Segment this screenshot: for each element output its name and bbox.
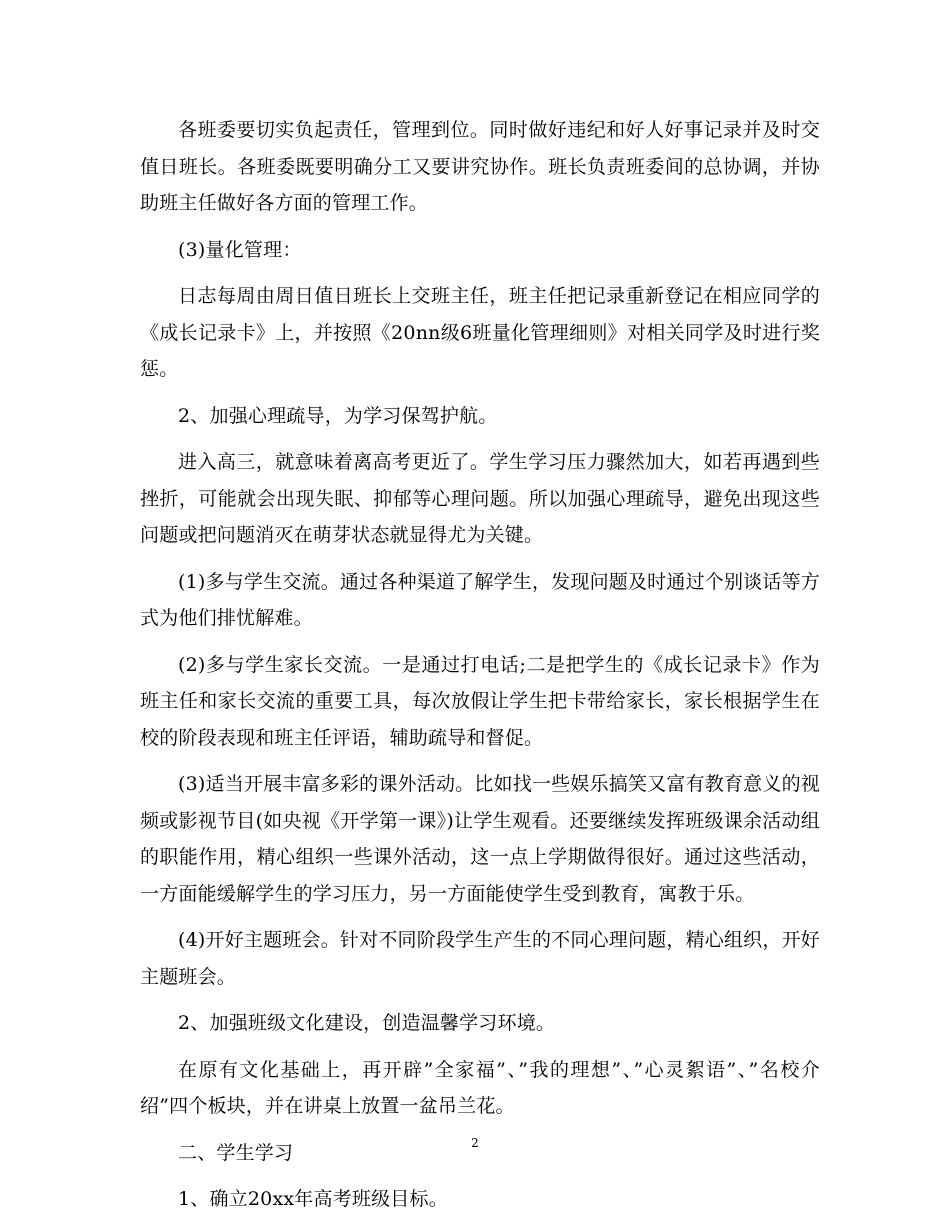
- section-heading: 1、确立20xx年高考班级目标。: [178, 1188, 448, 1210]
- document-body: [140, 112, 820, 1228]
- section-heading: 2、加强心理疏导，为学习保驾护航。: [178, 404, 498, 427]
- paragraph: 日志每周由周日值日班长上交班主任，班主任把记录重新登记在相应同学的《成长记录卡》上，并按照《20nn级6班量化管理细则》对相关同学及时进行奖惩。: [140, 285, 820, 380]
- paragraph: 进入高三，就意味着离高考更近了。学生学习压力骤然加大，如若再遇到些挫折，可能就会出现失眠、抑郁等心理问题。所以加强心理疏导，避免出现这些问题或把问题消灭在萌芽状态就显得尤为关键。: [140, 451, 820, 546]
- paragraph: (2)多与学生家长交流。一是通过打电话;二是把学生的《成长记录卡》作为班主任和家长交流的重要工具，每次放假让学生把卡带给家长，家长根据学生在校的阶段表现和班主任评语，辅助疏导和督促。: [140, 653, 820, 749]
- paragraph: 各班委要切实负起责任，管理到位。同时做好违纪和好人好事记录并及时交值日班长。各班委既要明确分工又要讲究协作。班长负责班委间的总协调，并协助班主任做好各方面的管理工作。: [140, 119, 820, 214]
- paragraph: 在原有文化基础上，再开辟”全家福”、”我的理想”、”心灵絮语”、”名校介绍”四个板块，并在讲桌上放置一盆吊兰花。: [140, 1058, 820, 1117]
- section-heading: 2、加强班级文化建设，创造温馨学习环境。: [178, 1012, 556, 1034]
- section-heading: 二、学生学习: [178, 1141, 294, 1164]
- page-number: 2: [471, 1136, 479, 1150]
- paragraph: (1)多与学生交流。通过各种渠道了解学生，发现问题及时通过个别谈话等方式为他们排忧解难。: [140, 570, 820, 629]
- paragraph: (4)开好主题班会。针对不同阶段学生产生的不同心理问题，精心组织，开好主题班会。: [140, 929, 820, 988]
- paragraph: (3)适当开展丰富多彩的课外活动。比如找一些娱乐搞笑又富有教育意义的视频或影视节目(如央视《开学第一课》)让学生观看。还要继续发挥班级课余活动组的职能作用，精心组织一些课外活动，这一点上学期做得很好。通过这些活动，一方面能缓解学生的学习压力，另一方面能使学生受到教育，寓教于乐。: [140, 773, 820, 905]
- paragraph: (3)量化管理：: [178, 238, 302, 261]
